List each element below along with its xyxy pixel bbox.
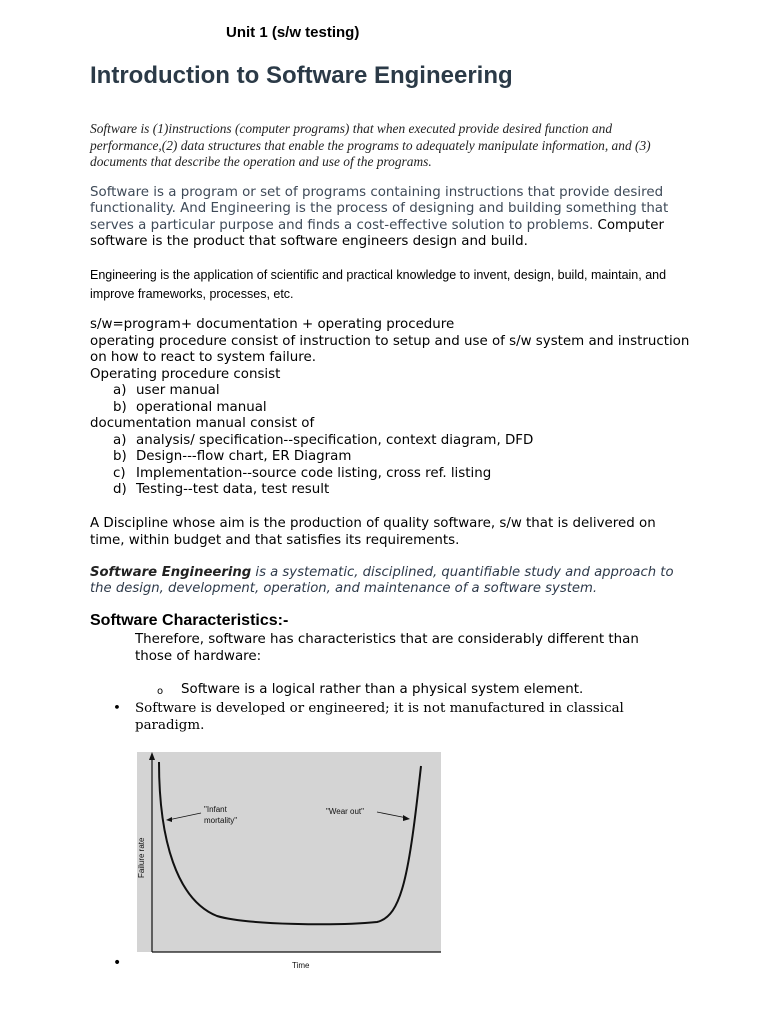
program-paragraph-lead: Software is a program or set of programs containing instructions that provide desired functionality. And Engineering is the process of designing and building something that serves a particular purpose and finds a cost-effective solution to problems. xyxy=(90,185,669,233)
x-axis-label: Time xyxy=(292,961,310,970)
program-paragraph xyxy=(90,185,680,250)
list-item xyxy=(113,433,690,450)
section-heading: Software Characteristics:- xyxy=(90,612,289,629)
operating-procedure-text: operating procedure consist of instruction to setup and use of s/w system and instruction on how to react to system failure. xyxy=(90,333,690,365)
operating-procedure-heading: Operating procedure consist xyxy=(90,366,281,382)
se-term: Software Engineering xyxy=(90,565,252,580)
sw-formula: s/w=program+ documentation + operating procedure xyxy=(90,317,455,332)
list-marker: b) xyxy=(113,449,127,464)
se-definition-rest: is a systematic, disciplined, quantifiable study and approach to the design, development, operation, and maintenance of a software system. xyxy=(90,565,674,596)
sw-composition-block xyxy=(90,317,690,499)
list-marker: a) xyxy=(113,383,127,398)
y-axis-label: Failure rate xyxy=(137,837,146,878)
list-item xyxy=(113,400,690,417)
list-item-text: operational manual xyxy=(136,399,267,415)
program-paragraph-tail: Computer software is the product that software engineers design and build. xyxy=(90,217,665,249)
list-item xyxy=(113,383,690,400)
list-item-text: Design---flow chart, ER Diagram xyxy=(136,449,352,464)
list-item xyxy=(113,482,690,499)
page-title: Introduction to Software Engineering xyxy=(90,62,513,89)
list-marker: a) xyxy=(113,432,127,448)
engineering-definition: Engineering is the application of scientific and practical knowledge to invent, design, build, maintain, and improve frameworks, processes, etc. xyxy=(90,268,667,301)
failure-rate-diagram xyxy=(137,750,447,975)
list-item-text: Testing--test data, test result xyxy=(136,482,330,497)
characteristic-text: Software is a logical rather than a physical system element. xyxy=(181,682,584,697)
list-marker: d) xyxy=(113,482,127,497)
operating-procedure-list xyxy=(90,383,690,416)
software-definition: Software is (1)instructions (computer programs) that when executed provide desired function and performance,(2) data structures that enable the programs to adequately manipulate information, and (3) documents that describe the operation and use of the programs. xyxy=(90,121,651,169)
list-marker: o xyxy=(157,686,164,697)
discipline-paragraph: A Discipline whose aim is the production of quality software, s/w that is delivered on time, within budget and that satisfies its requirements. xyxy=(90,516,656,548)
figure-background xyxy=(137,752,441,952)
infant-mortality-label-2: mortality" xyxy=(204,816,238,825)
bullet-marker: • xyxy=(113,701,121,716)
software-engineering-definition xyxy=(90,565,690,597)
list-item-text: Implementation--source code listing, cross ref. listing xyxy=(136,465,492,481)
characteristics-intro: Therefore, software has characteristics that are considerably different than those of hardware: xyxy=(135,632,639,664)
list-item-text: analysis/ specification--specification, context diagram, DFD xyxy=(136,432,534,448)
bathtub-curve-figure xyxy=(137,750,447,979)
characteristic-text: Software is developed or engineered; it is not manufactured in classical paradigm. xyxy=(135,701,624,733)
list-marker: c) xyxy=(113,465,126,481)
list-item-text: user manual xyxy=(136,383,220,398)
trailing-bullet: • xyxy=(113,955,122,971)
list-item xyxy=(113,449,690,466)
documentation-heading: documentation manual consist of xyxy=(90,416,315,431)
infant-mortality-label-1: "Infant xyxy=(204,805,227,814)
list-item xyxy=(113,466,690,483)
wear-out-label: "Wear out" xyxy=(326,807,364,816)
unit-title: Unit 1 (s/w testing) xyxy=(226,24,360,41)
list-marker: b) xyxy=(113,399,127,415)
documentation-list xyxy=(90,433,690,499)
